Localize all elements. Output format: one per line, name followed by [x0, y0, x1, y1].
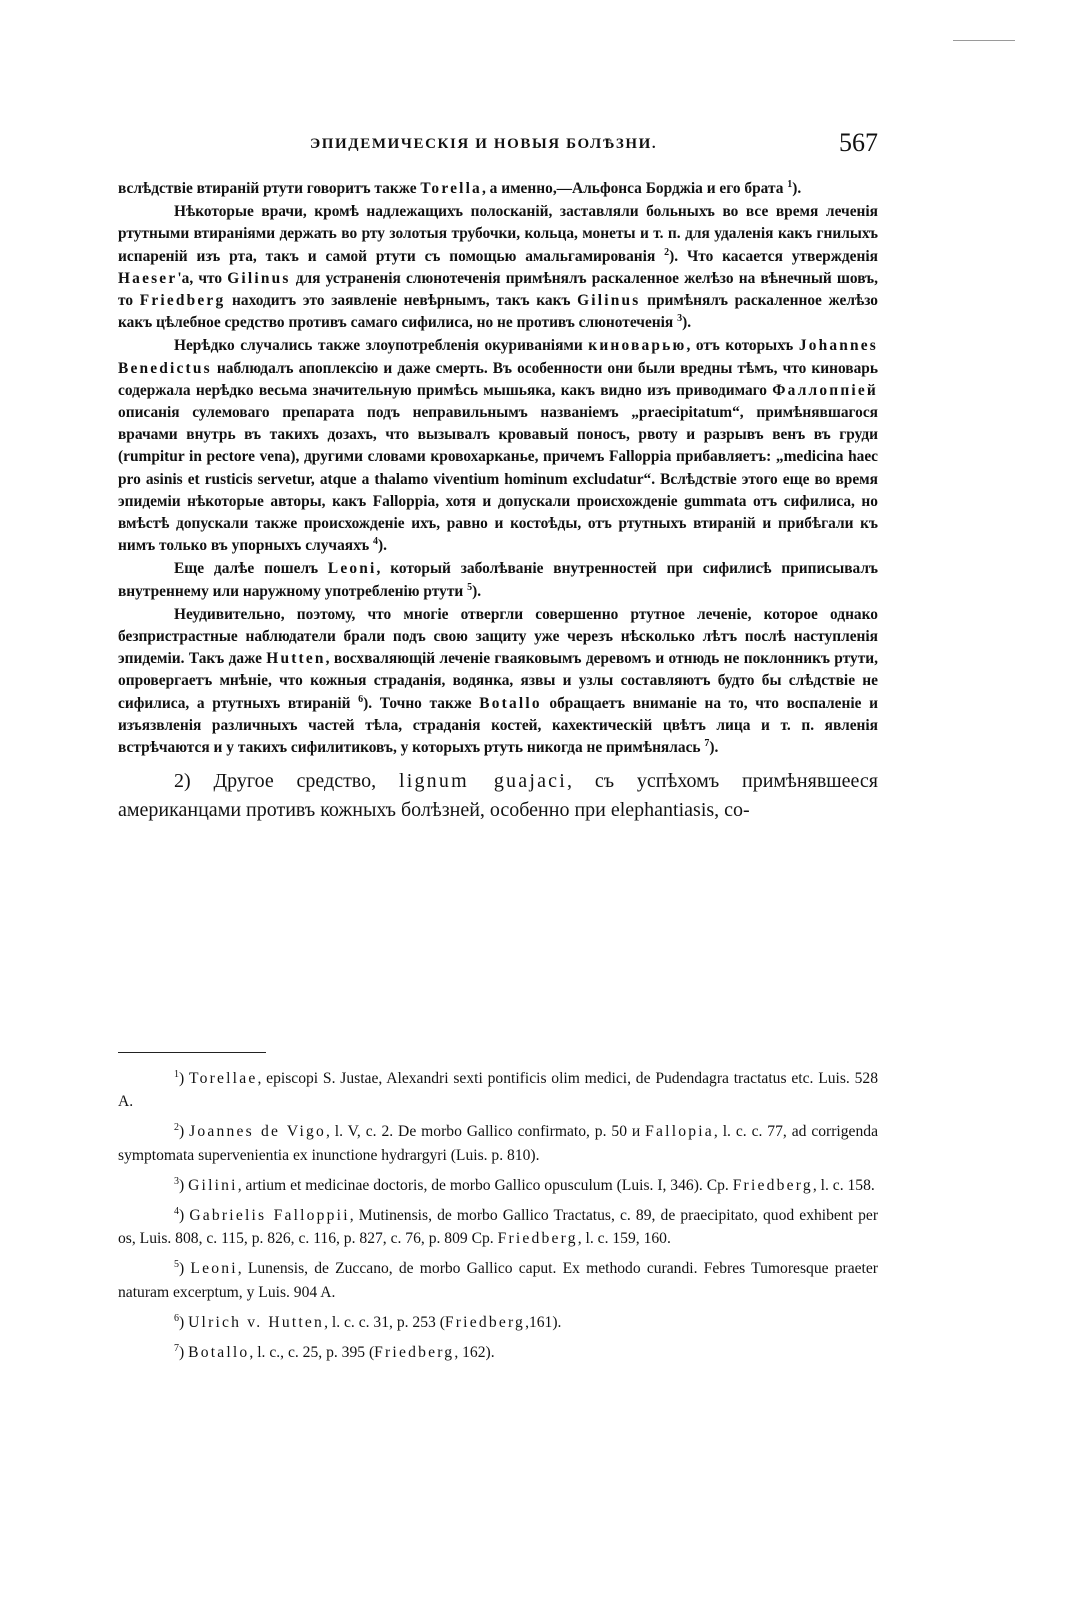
footnote-ref: 2	[664, 246, 670, 258]
author-name: Gilinus	[577, 292, 641, 310]
page-header	[118, 128, 878, 164]
author-name: Haeser	[118, 269, 178, 287]
footnote-1: $^1$) Torellae, episcopi S. Justae, Alexandri sexti pontificis olim medici, de Pudendagra tractatus etc. Luis. 528 A.	[118, 1069, 879, 1111]
footnote-ref: 7	[704, 738, 710, 750]
author-name: Gilinus	[227, 269, 291, 287]
footnote-divider	[118, 1052, 266, 1053]
footnote-5: $^5$) Leoni, Lunensis, de Zuccano, de morbo Gallico caput. Ex methodo curandi. Febres Tumoresque praeter naturam excerptum, y Luis. 904 A.	[118, 1259, 878, 1301]
footnote-ref: 3	[677, 313, 683, 325]
footnote-2: $^2$) Joannes de Vigo, l. V, c. 2. De morbo Gallico confirmato, p. 50 и Fallopia, l. c. c. 77, ad corrigenda symptomata supervenientia ex inunctione hydrargyri (Luis. p. 810).	[118, 1122, 878, 1164]
author-name: Hutten	[266, 650, 326, 668]
footnote-ref: 1	[787, 179, 793, 190]
footnote-7: $^7$) Botallo, l. c., c. 25, p. 395 (Friedberg, 162).	[174, 1343, 495, 1362]
author-name: Фаллоппіей	[772, 381, 878, 399]
footnote-ref: 5	[467, 581, 473, 593]
paragraph-5: Неудивительно, поэтому, что многіе отвергли совершенно ртутное леченіе, которое однако безпристрастные наблюдатели брали подъ свою защиту уже черезъ нѣсколько лѣтъ послѣ наступленія эпидеміи. Такъ даже Hutten, восхваляющій леченіе гваяковымъ деревомъ и отнюдь не поклонникъ ртути, опровергаетъ мнѣніе, что кожныя страданія, водянка, язвы и узлы составляютъ будто бы слѣдствіе не сифилиса, а ртутныхъ втираній $^6$). Точно также Botallo обращаетъ вниманіе на то, что воспаленіе и изъязвленія различныхъ частей тѣла, страданія костей, кахектическій цвѣтъ лица и т. п. явленія встрѣчаются и у такихъ сифилитиковъ, у которыхъ ртуть никогда не примѣнялась $^7$).	[118, 605, 878, 757]
footnotes	[118, 1063, 878, 1367]
paragraph-1: вслѣдствіе втираній ртути говоритъ также Torella, а именно,—Альфонса Борджіа и его брата $^1$).	[118, 179, 802, 197]
footnote-ref: 6	[358, 693, 364, 705]
author-name: Friedberg	[139, 292, 226, 310]
author-name: Botallo	[479, 694, 542, 712]
term-lignum-guajaci: lignum guajaci	[398, 770, 567, 793]
footnote-4: $^4$) Gabrielis Falloppii, Mutinensis, de morbo Gallico Tractatus, c. 89, de praecipitato, quod exhibent per os, Luis. 808, c. 115, p. 826, c. 116, p. 827, c. 76, p. 809 Cp. Friedberg, l. c. 159, 160.	[118, 1206, 879, 1248]
emphasis-word: киноварью	[588, 337, 687, 355]
paragraph-4: Еще далѣе пошелъ Leoni, который заболѣваніе внутренностей при сифилисѣ приписывалъ внутреннему или наружному употребленію ртути $^5$).	[118, 560, 878, 600]
paragraph-3: Нерѣдко случались также злоупотребленія окуриваніями киноварью, отъ которыхъ Johannes Benedictus наблюдалъ апоплексію и даже смерть. Въ особенности они были вредны тѣмъ, что киноварь содержала нерѣдко весьма значительную примѣсь мышьяка, какъ видно изъ приводимаго Фаллоппіей описанія сулемоваго препарата подъ неправильнымъ названіемъ „praecipitatum“, примѣнявшагося врачами внутрь въ такихъ дозахъ, что вызывалъ кровавый поносъ, рвоту и разрывъ венъ въ груди (rumpitur in pectore vena), другими словами кровохарканье, причемъ Falloppia прибавляетъ: „medicina haec pro asinis et rusticis servetur, atque a thalamo viventium hominum excludatur“. Вслѣдствіе этого еще во время эпидеміи нѣкоторые авторы, какъ Falloppia, хотя и допускали происхожденіе gummata отъ сифилиса, но вмѣстѣ допускали также происхожденіе ихъ, равно и костоѣды, отъ ртутныхъ втираній и прибѣгали къ нимъ только въ упорныхъ случаяхъ $^4$).	[118, 337, 878, 555]
page-number: 567	[839, 128, 878, 157]
main-text	[118, 178, 878, 824]
paragraph-2: Нѣкоторые врачи, кромѣ надлежащихъ полосканій, заставляли больныхъ во все время леченія ртутными втираніями держать во рту золотыя трубочки, кольца, монеты и т. п. для удаленія какъ гнилыхъ испареній изъ рта, такъ и самой ртути съ помощью амальгамированія $^2$). Что касается утвержденія Haeser'а, что Gilinus для устраненія слюнотеченія примѣнялъ раскаленное желѣзо на вѣнечный шовъ, то Friedberg находитъ это заявленіе невѣрнымъ, такъ какъ Gilinus примѣнялъ раскаленное желѣзо какъ цѣлебное средство противъ самаго сифилиса, но не противъ слюнотеченія $^3$).	[118, 203, 878, 332]
footnote-ref: 4	[373, 536, 379, 548]
footnote-6: $^6$) Ulrich v. Hutten, l. c. c. 31, p. 253 (Friedberg,161).	[174, 1312, 562, 1331]
footnote-3: $^3$) Gilini, artium et medicinae doctoris, de morbo Gallico opusculum (Luis. I, 346). Cp. Friedberg, l. c. 158.	[174, 1175, 875, 1194]
running-title: ЭПИДЕМИЧЕСКІЯ И НОВЫЯ БОЛѢЗНИ.	[310, 136, 658, 152]
author-name: Torella	[420, 180, 482, 197]
paragraph-6: 2) Другое средство, lignum guajaci, съ успѣхомъ примѣнявшееся американцами противъ кожныхъ болѣзней, особенно при elephantiasis, со-	[118, 770, 878, 821]
author-name: Leoni	[327, 560, 377, 578]
author-name: Johannes Benedictus	[118, 337, 878, 377]
scan-edge-line	[953, 40, 1015, 41]
